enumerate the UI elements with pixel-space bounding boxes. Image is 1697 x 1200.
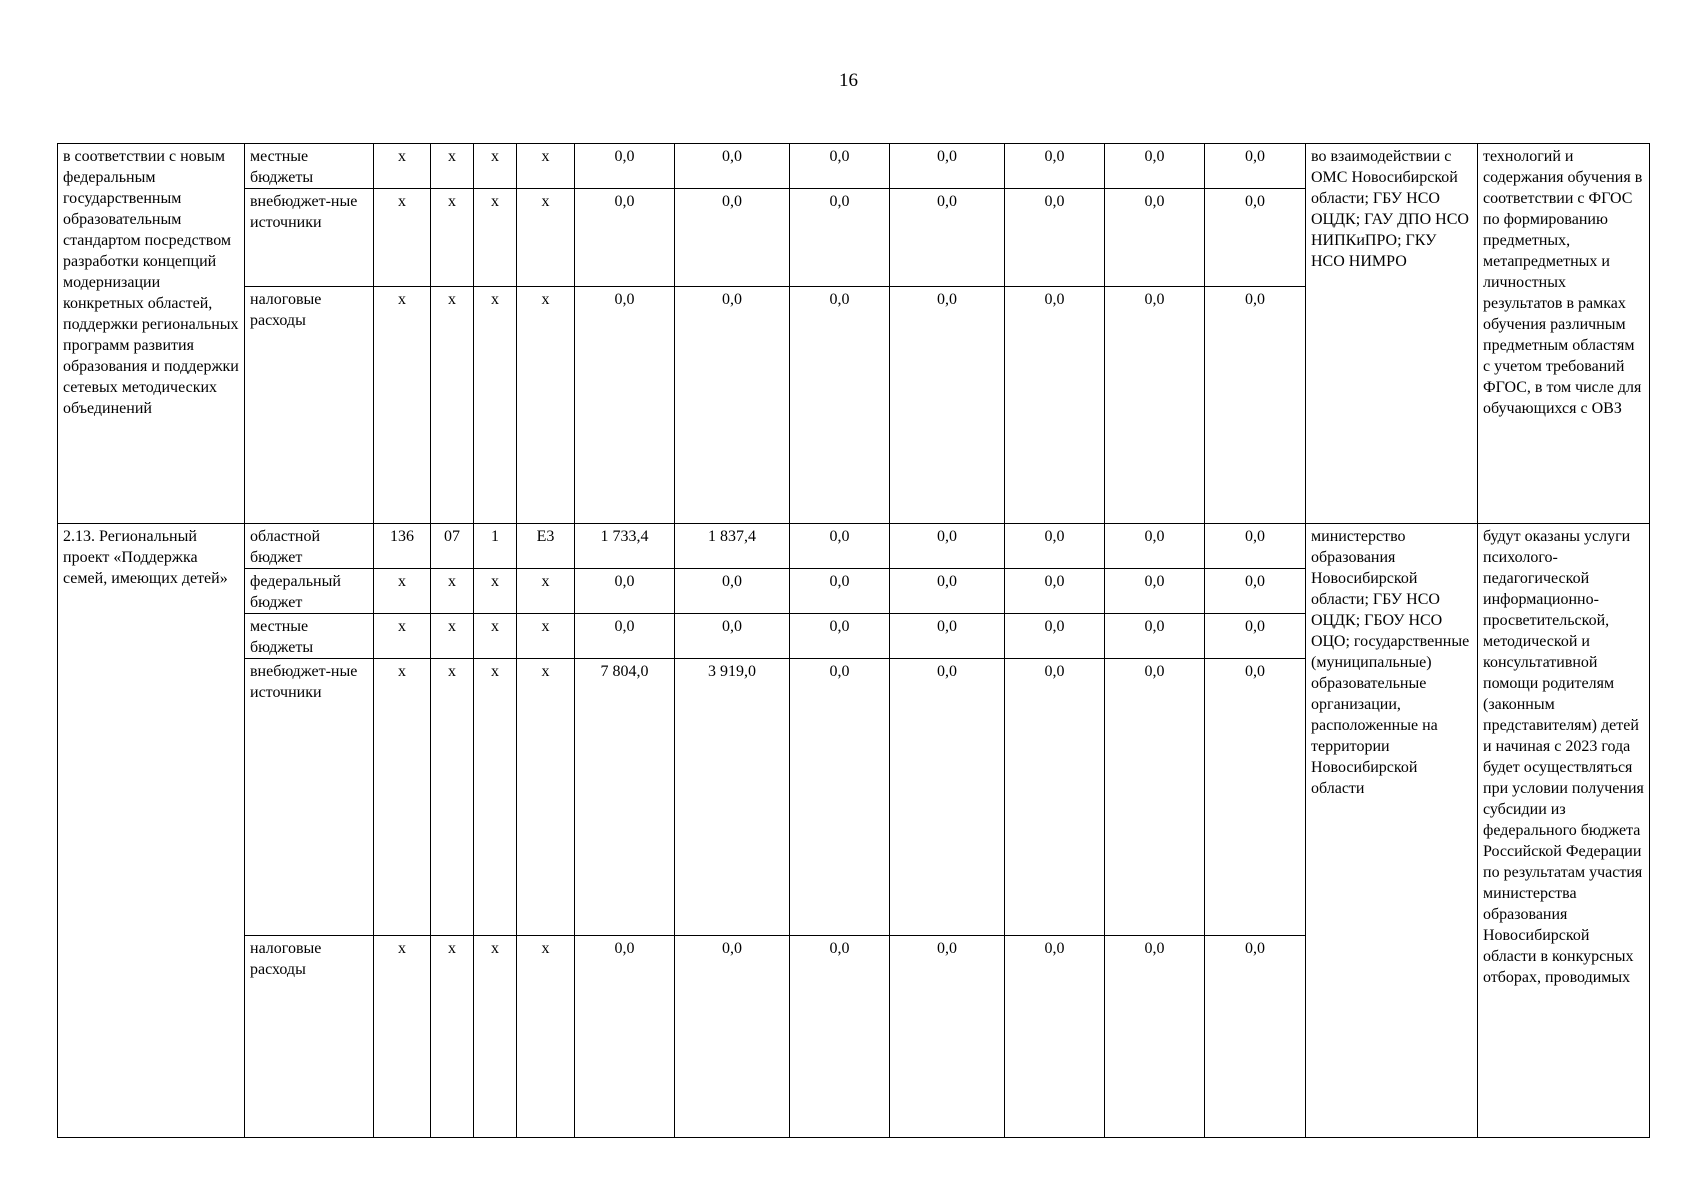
funding-source: местные бюджеты bbox=[245, 614, 374, 659]
value-cell: 0,0 bbox=[1105, 287, 1205, 524]
code-cell: х bbox=[517, 614, 575, 659]
code-cell: х bbox=[374, 569, 431, 614]
value-cell: 0,0 bbox=[1105, 524, 1205, 569]
value-cell: 0,0 bbox=[890, 144, 1005, 189]
executors-cell: во взаимодействии с ОМС Новосибирской области; ГБУ НСО ОЦДК; ГАУ ДПО НСО НИПКиПРО; ГКУ НСО НИМРО bbox=[1306, 144, 1478, 524]
value-cell: 0,0 bbox=[890, 659, 1005, 936]
value-cell: 0,0 bbox=[575, 287, 675, 524]
code-cell: х bbox=[517, 144, 575, 189]
code-cell: х bbox=[374, 144, 431, 189]
code-cell: х bbox=[517, 936, 575, 1138]
code-cell: х bbox=[431, 614, 474, 659]
code-cell: х bbox=[374, 189, 431, 287]
funding-source: местные бюджеты bbox=[245, 144, 374, 189]
executors-cell: министерство образования Новосибирской области; ГБУ НСО ОЦДК; ГБОУ НСО ОЦО; государственные (муниципальные) образовательные организации, расположенные на территории Новосибирской области bbox=[1306, 524, 1478, 1138]
code-cell: 1 bbox=[474, 524, 517, 569]
code-cell: х bbox=[474, 144, 517, 189]
value-cell: 0,0 bbox=[575, 569, 675, 614]
value-cell: 7 804,0 bbox=[575, 659, 675, 936]
code-cell: х bbox=[431, 144, 474, 189]
value-cell: 0,0 bbox=[790, 189, 890, 287]
value-cell: 0,0 bbox=[675, 144, 790, 189]
value-cell: 0,0 bbox=[575, 144, 675, 189]
value-cell: 0,0 bbox=[890, 524, 1005, 569]
code-cell: х bbox=[431, 189, 474, 287]
expected-result-cell: будут оказаны услуги психолого-педагогической информационно-просветительской, методической и консультативной помощи родителям (законным представителям) детей и начиная с 2023 года будет осуществляться при условии получения субсидии из федерального бюджета Российской Федерации по результатам участия министерства образования Новосибирской области в конкурсных отборах, проводимых bbox=[1478, 524, 1650, 1138]
code-cell: х bbox=[374, 936, 431, 1138]
value-cell: 0,0 bbox=[1005, 659, 1105, 936]
value-cell: 3 919,0 bbox=[675, 659, 790, 936]
code-cell: х bbox=[431, 659, 474, 936]
value-cell: 0,0 bbox=[675, 189, 790, 287]
value-cell: 0,0 bbox=[1105, 936, 1205, 1138]
code-cell: х bbox=[431, 569, 474, 614]
code-cell: х bbox=[374, 659, 431, 936]
code-cell: х bbox=[517, 189, 575, 287]
value-cell: 0,0 bbox=[1205, 189, 1306, 287]
value-cell: 0,0 bbox=[890, 189, 1005, 287]
value-cell: 1 837,4 bbox=[675, 524, 790, 569]
table-body bbox=[58, 144, 1650, 1138]
value-cell: 0,0 bbox=[890, 569, 1005, 614]
value-cell: 0,0 bbox=[1105, 144, 1205, 189]
funding-source: федеральный бюджет bbox=[245, 569, 374, 614]
code-cell: х bbox=[474, 569, 517, 614]
code-cell: х bbox=[474, 936, 517, 1138]
code-cell: х bbox=[474, 189, 517, 287]
value-cell: 0,0 bbox=[1105, 569, 1205, 614]
value-cell: 0,0 bbox=[675, 287, 790, 524]
code-cell: х bbox=[517, 659, 575, 936]
value-cell: 0,0 bbox=[1005, 524, 1105, 569]
value-cell: 0,0 bbox=[1205, 524, 1306, 569]
value-cell: 0,0 bbox=[790, 524, 890, 569]
table-row bbox=[58, 524, 1650, 569]
value-cell: 0,0 bbox=[790, 144, 890, 189]
value-cell: 0,0 bbox=[1105, 189, 1205, 287]
measure-description: в соответствии с новым федеральным государственным образовательным стандартом посредством разработки концепций модернизации конкретных областей, поддержки региональных программ развития образования и поддержки сетевых методических объединений bbox=[58, 144, 245, 524]
value-cell: 0,0 bbox=[1205, 614, 1306, 659]
value-cell: 0,0 bbox=[1005, 287, 1105, 524]
expected-result-cell: технологий и содержания обучения в соответствии с ФГОС по формированию предметных, метапредметных и личностных результатов в рамках обучения различным предметным областям с учетом требований ФГОС, в том числе для обучающихся с ОВЗ bbox=[1478, 144, 1650, 524]
value-cell: 0,0 bbox=[575, 614, 675, 659]
code-cell: 07 bbox=[431, 524, 474, 569]
value-cell: 0,0 bbox=[890, 287, 1005, 524]
value-cell: 0,0 bbox=[790, 287, 890, 524]
value-cell: 0,0 bbox=[1005, 936, 1105, 1138]
code-cell: х bbox=[431, 936, 474, 1138]
code-cell: х bbox=[474, 659, 517, 936]
code-cell: 136 bbox=[374, 524, 431, 569]
code-cell: Е3 bbox=[517, 524, 575, 569]
value-cell: 0,0 bbox=[675, 614, 790, 659]
value-cell: 0,0 bbox=[790, 569, 890, 614]
value-cell: 0,0 bbox=[890, 936, 1005, 1138]
value-cell: 0,0 bbox=[1005, 614, 1105, 659]
funding-source: налоговые расходы bbox=[245, 287, 374, 524]
funding-source: внебюджет-ные источники bbox=[245, 659, 374, 936]
value-cell: 0,0 bbox=[1105, 614, 1205, 659]
funding-source: налоговые расходы bbox=[245, 936, 374, 1138]
value-cell: 0,0 bbox=[1205, 569, 1306, 614]
code-cell: х bbox=[474, 614, 517, 659]
value-cell: 0,0 bbox=[675, 569, 790, 614]
page-number: 16 bbox=[839, 70, 858, 91]
value-cell: 0,0 bbox=[575, 189, 675, 287]
funding-source: областной бюджет bbox=[245, 524, 374, 569]
funding-source: внебюджет-ные источники bbox=[245, 189, 374, 287]
value-cell: 0,0 bbox=[790, 659, 890, 936]
value-cell: 1 733,4 bbox=[575, 524, 675, 569]
value-cell: 0,0 bbox=[1205, 659, 1306, 936]
value-cell: 0,0 bbox=[1205, 936, 1306, 1138]
measure-description: 2.13. Региональный проект «Поддержка семей, имеющих детей» bbox=[58, 524, 245, 1138]
code-cell: х bbox=[431, 287, 474, 524]
code-cell: х bbox=[517, 287, 575, 524]
value-cell: 0,0 bbox=[1005, 144, 1105, 189]
budget-table bbox=[57, 143, 1650, 1138]
table-row bbox=[58, 144, 1650, 189]
value-cell: 0,0 bbox=[1205, 144, 1306, 189]
code-cell: х bbox=[374, 614, 431, 659]
value-cell: 0,0 bbox=[1005, 569, 1105, 614]
code-cell: х bbox=[517, 569, 575, 614]
value-cell: 0,0 bbox=[790, 614, 890, 659]
value-cell: 0,0 bbox=[890, 614, 1005, 659]
code-cell: х bbox=[474, 287, 517, 524]
value-cell: 0,0 bbox=[675, 936, 790, 1138]
value-cell: 0,0 bbox=[1005, 189, 1105, 287]
code-cell: х bbox=[374, 287, 431, 524]
value-cell: 0,0 bbox=[1205, 287, 1306, 524]
value-cell: 0,0 bbox=[1105, 659, 1205, 936]
value-cell: 0,0 bbox=[575, 936, 675, 1138]
value-cell: 0,0 bbox=[790, 936, 890, 1138]
